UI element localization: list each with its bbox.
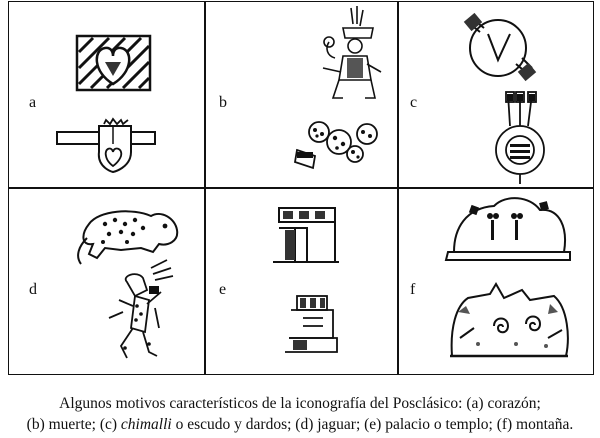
panel-letter: c (410, 94, 418, 111)
caption-line-2-start: (b) muerte; (c) (26, 416, 121, 433)
heart-glyph-icon (9, 2, 204, 187)
mountain-glyph-icon (398, 188, 595, 374)
panel-letter: e (219, 281, 227, 298)
panel-letter: b (219, 94, 227, 111)
jaguar-glyph-icon (9, 188, 204, 374)
panel-a (9, 2, 204, 187)
caption-term-chimalli: chimalli (120, 416, 172, 433)
caption-line-2 (0, 414, 600, 435)
caption-line-1: Algunos motivos característicos de la iconografía del Posclásico: (a) corazón; (59, 395, 541, 412)
panel-letter: f (410, 281, 416, 298)
panel-letter: a (29, 94, 37, 111)
death-glyph-icon (205, 2, 397, 187)
figure-grid (8, 1, 594, 375)
panel-c (398, 2, 595, 187)
panel-d (9, 188, 204, 374)
panel-f (398, 188, 595, 374)
panel-e (205, 188, 397, 374)
panel-b (205, 2, 397, 187)
panel-letter: d (29, 281, 37, 298)
caption-line-2-end: o escudo y dardos; (d) jaguar; (e) palacio o templo; (f) montaña. (171, 416, 574, 433)
shield-and-darts-glyph-icon (398, 2, 595, 187)
palace-temple-glyph-icon (205, 188, 397, 374)
